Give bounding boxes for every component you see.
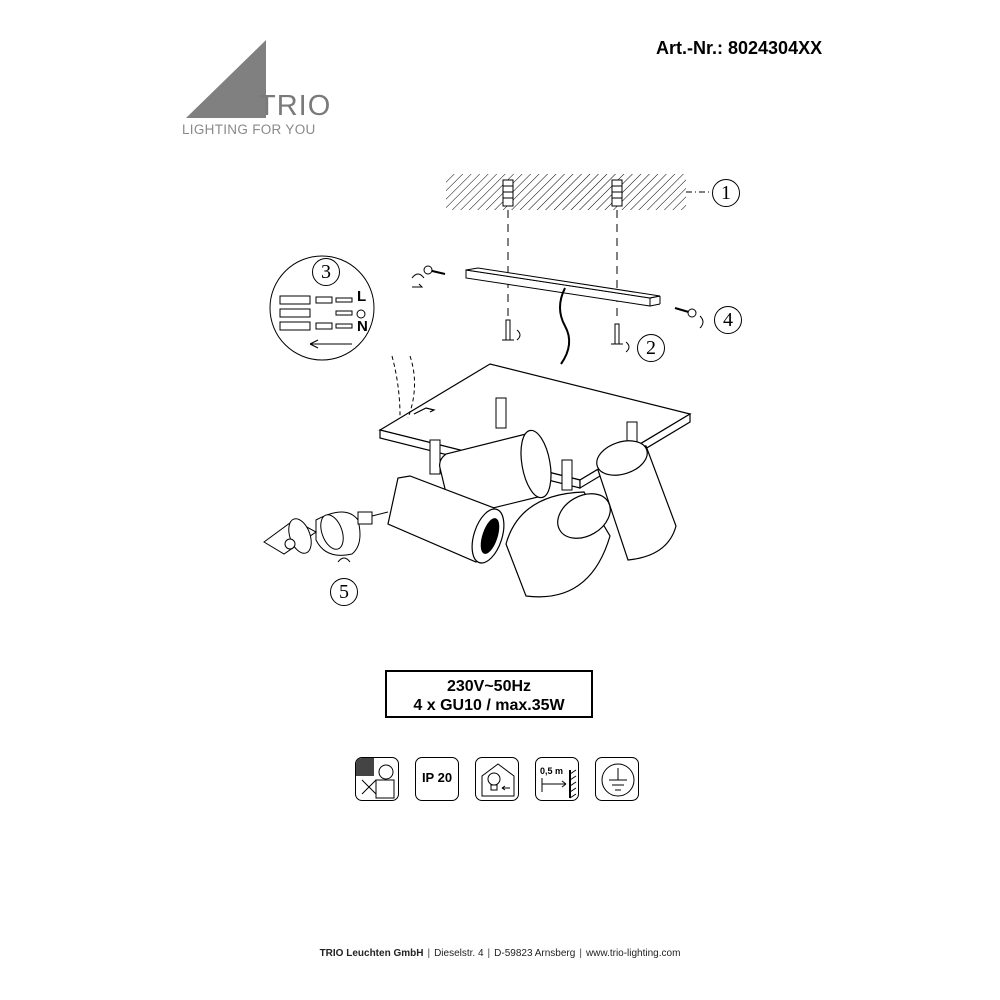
assembly-drawing [240,160,760,620]
brand-name: TRIO [258,90,332,122]
callout-4: 4 [714,306,742,334]
bracket-screw-left [424,266,445,274]
min-distance-icon [535,757,579,801]
voltage-spec: 230V~50Hz [446,678,532,695]
safety-icons-row [355,757,645,805]
callout-2: 2 [637,334,665,362]
retaining-clip [264,516,316,557]
electrical-specs-box [385,670,593,718]
brand-tagline: LIGHTING FOR YOU [182,122,316,137]
protective-earth-icon [595,757,639,801]
article-number: Art.-Nr.: 8024304XX [656,38,823,58]
indoor-use-icon [475,757,519,801]
footer-company: TRIO Leuchten GmbH [319,948,424,959]
ip-rating-label: IP 20 [421,770,453,785]
spotlight-front-right [506,485,618,597]
logo-triangle-icon [186,40,266,120]
footer-street: Dieselstr. 4 [434,948,484,959]
wall-plug-left [503,180,513,206]
wire-label-live: L [357,288,367,305]
callout-3: 3 [312,258,340,286]
callout-5: 5 [330,578,358,606]
wire-label-neutral: N [357,318,368,335]
footer-website[interactable]: www.trio-lighting.com [585,948,681,959]
bracket-screw-right [675,308,696,317]
mounting-bracket [466,268,660,306]
wall-plug-right [612,180,622,206]
brand-logo [182,40,332,140]
ceiling-screw-left [502,320,514,340]
callout-1: 1 [712,179,740,207]
not-for-insulation-icon [355,757,399,801]
gu10-bulb [316,512,388,556]
ceiling-illustration [446,174,712,210]
bulb-spec: 4 x GU10 / max.35W [413,697,565,714]
min-distance-label: 0,5 m [540,766,564,776]
ceiling-screw-right [611,324,623,344]
footer-city: D-59823 Arnsberg [494,948,576,959]
ip-rating-icon [415,757,459,801]
footer: TRIO Leuchten GmbH | Dieselstr. 4 | D-59823 Arnsberg | www.trio-lighting.com [319,948,681,959]
power-cable [560,288,569,364]
